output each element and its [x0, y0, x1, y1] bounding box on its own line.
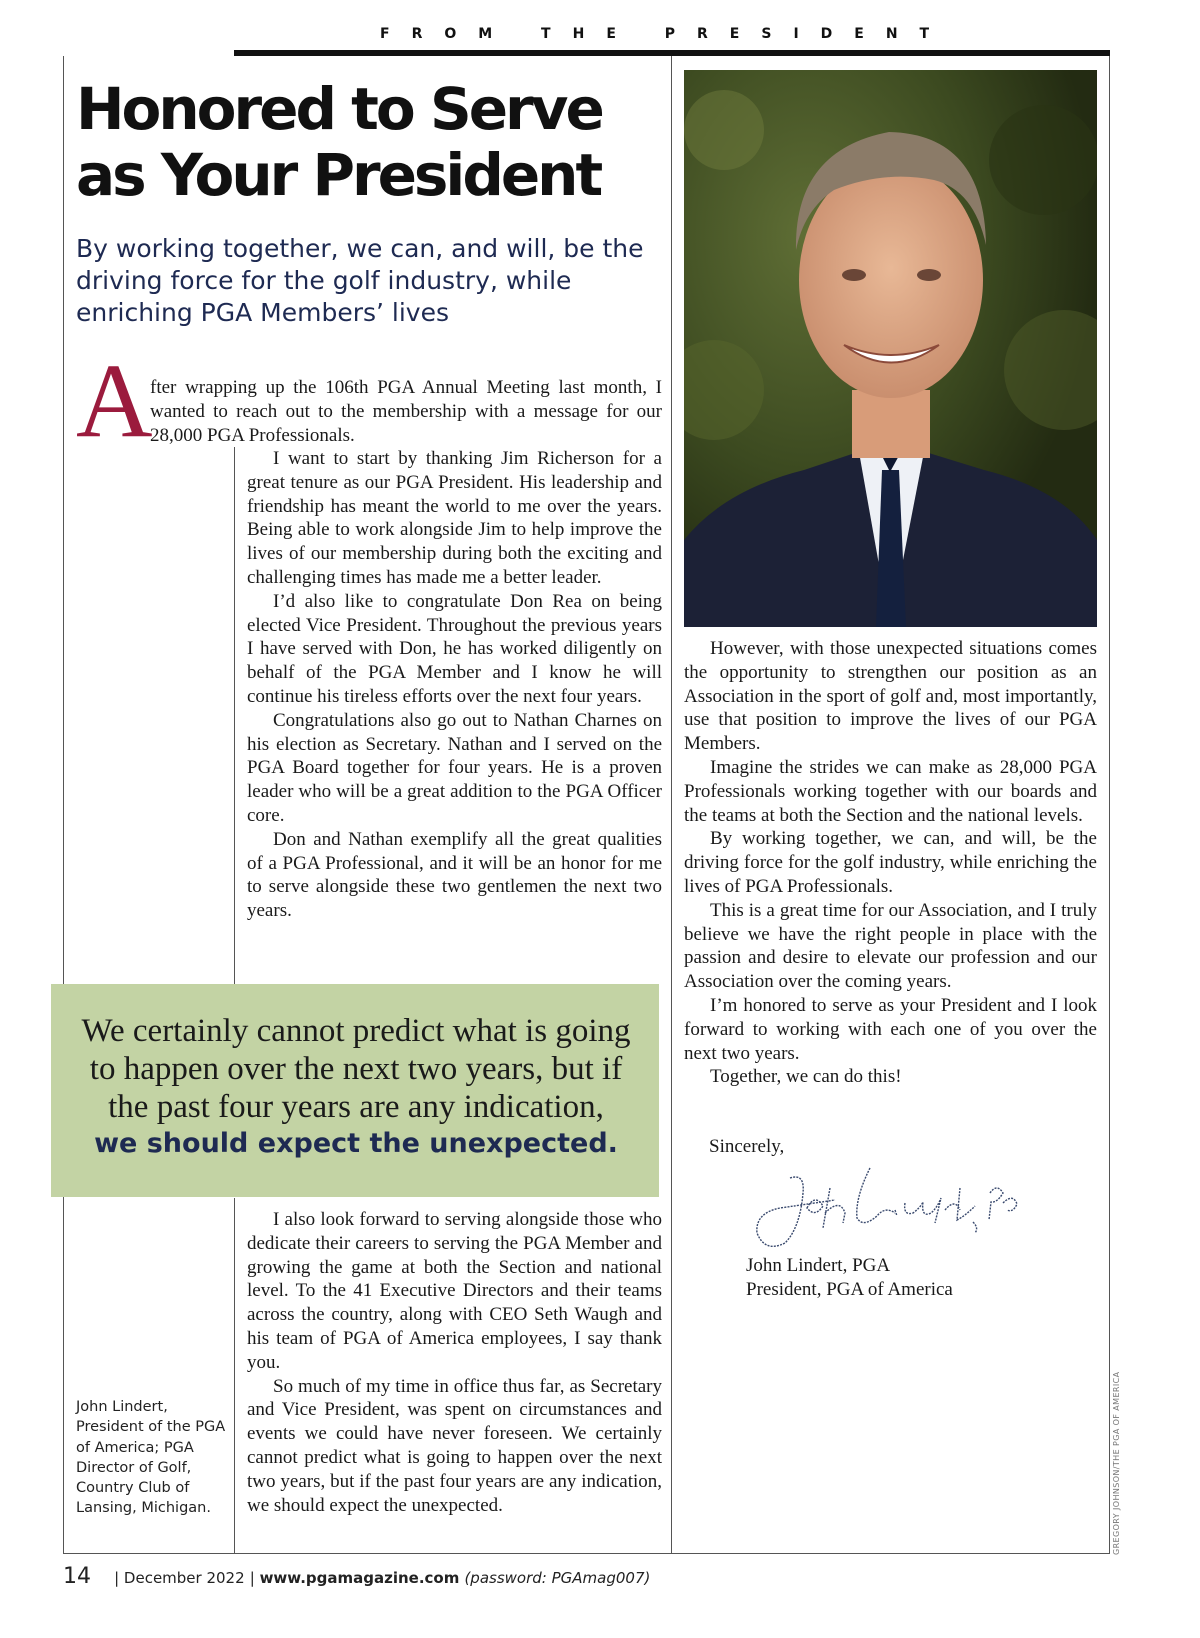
paragraph: I’m honored to serve as your President and I look forward to working with each one of you over the next two years. [684, 994, 1097, 1064]
pull-quote-emphasis: we should expect the unexpected. [94, 1128, 618, 1159]
photo-credit: GREGORY JOHNSON/THE PGA OF AMERICA [1112, 1371, 1121, 1555]
paragraph: So much of my time in office thus far, as Secretary and Vice President, was spent on circumstances and events we could have never foreseen. We certainly cannot predict what is going to happen over the next two years, but if the past four years are any indication, we should expect the unexpected. [247, 1375, 662, 1516]
footer-separator: | [249, 1569, 260, 1587]
paragraph: I’d also like to congratulate Don Rea on being elected Vice President. Throughout the previous years I have served with Don, he has worked diligently on behalf of the PGA Member and I know he will continue his tireless efforts over the next four years. [247, 590, 662, 707]
page-title [76, 76, 676, 208]
paragraph: By working together, we can, and will, be the driving force for the golf industry, while enriching the lives of PGA Professionals. [684, 828, 1097, 897]
paragraph: However, with those unexpected situations comes the opportunity to strengthen our position as an Association in the sport of golf and, most importantly, use that position to improve the lives of our PGA Members. [684, 638, 1097, 755]
left-column-upper [247, 447, 662, 923]
page-footer [63, 1564, 650, 1589]
paragraph: This is a great time for our Association, and I truly believe we have the right people in place with the passion and desire to elevate our profession and our Association over the coming years. [684, 899, 1097, 993]
drop-cap: A [76, 342, 153, 459]
issue-date: December 2022 [123, 1569, 245, 1587]
photo-caption: John Lindert, President of the PGA of America; PGA Director of Golf, Country Club of Lansing, Michigan. [76, 1399, 226, 1517]
section-label: FROM THE PRESIDENT [380, 26, 952, 42]
signature-block [746, 1254, 953, 1302]
caption-divider-lower [234, 1198, 235, 1554]
paragraph: I want to start by thanking Jim Richerson for a great tenure as our PGA President. His leadership and friendship has meant the world to me over the years. Being able to work alongside Jim to help improve the lives of our membership during both the exciting and challenging times has made me a better leader. [247, 448, 662, 588]
paragraph: fter wrapping up the 106th PGA Annual Meeting last month, I wanted to reach out to the membership with a message for our 28,000 PGA Professionals. [150, 377, 662, 446]
page-number: 14 [63, 1564, 91, 1589]
right-column [684, 637, 1097, 1089]
signature-name: John Lindert, PGA [746, 1255, 891, 1276]
signoff: Sincerely, [709, 1136, 785, 1157]
website-link[interactable]: www.pgamagazine.com [259, 1569, 460, 1587]
footer-separator: | [114, 1569, 124, 1587]
paragraph: I also look forward to serving alongside those who dedicate their careers to serving the PGA Member and growing the game at both the Section and national level. To the 41 Executive Directors and their teams across the country, along with CEO Seth Waugh and his team of PGA of America employees, I say thank you. [247, 1209, 662, 1373]
paragraph: Don and Nathan exemplify all the great qualities of a PGA Professional, and it will be an honor for me to serve alongside these two gentlemen the next two years. [247, 828, 662, 922]
signature-title: President, PGA of America [746, 1279, 953, 1300]
headline-line-2: as Your President [76, 141, 601, 209]
subhead: By working together, we can, and will, be the driving force for the golf industry, while enriching PGA Members’ lives [76, 234, 644, 327]
president-portrait [684, 70, 1097, 627]
handwritten-signature [745, 1158, 1025, 1258]
paragraph: Imagine the strides we can make as 28,000 PGA Professionals working together with our boards and the teams at both the Section and the national levels. [684, 756, 1097, 826]
caption-divider-upper [234, 447, 235, 987]
intro-paragraph [150, 376, 662, 447]
paragraph: Together, we can do this! [710, 1066, 902, 1088]
paragraph: Congratulations also go out to Nathan Charnes on his election as Secretary. Nathan and I served on the PGA Board together for four years. He is a proven leader who will be a great addition to the PGA Officer core. [247, 709, 662, 826]
password-note: (password: PGAmag007) [464, 1569, 651, 1587]
headline-line-1: Honored to Serve [76, 75, 602, 143]
left-column-lower [247, 1208, 662, 1517]
pull-quote-text: We certainly cannot predict what is going to happen over the next two years, but if the past four years are any indication, [81, 1013, 631, 1125]
